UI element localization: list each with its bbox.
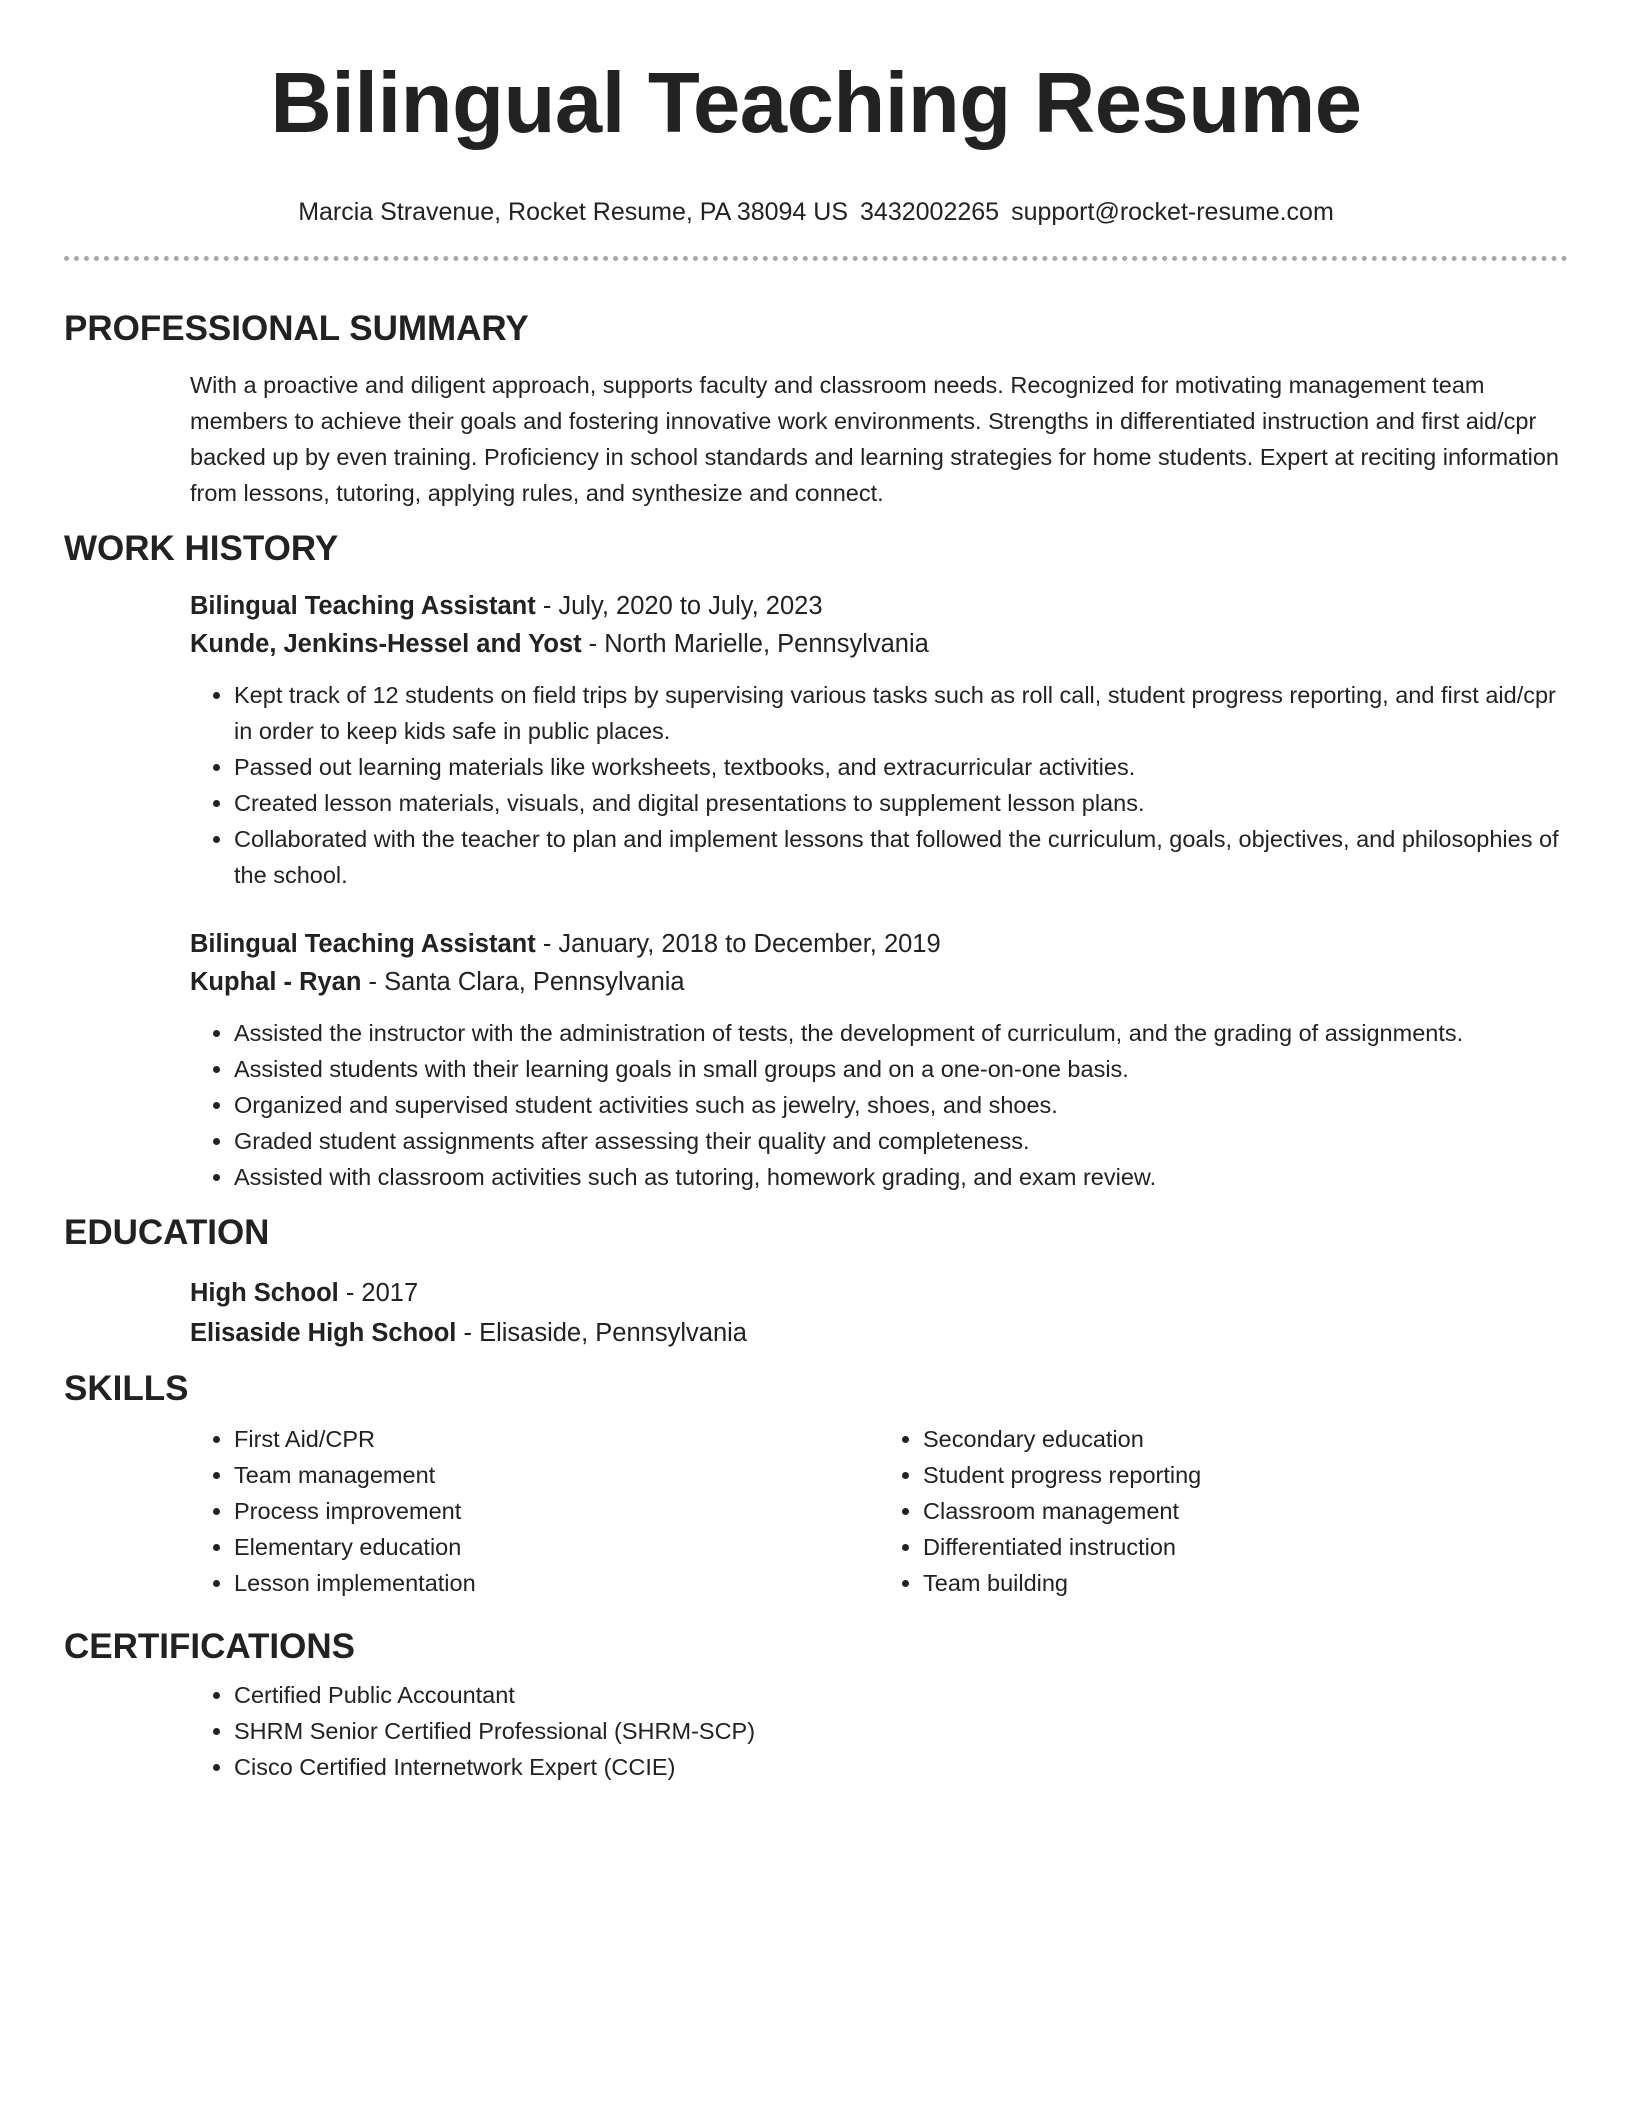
- list-item: • Created lesson materials, visuals, and digital presentations to supplement lesson plans.: [234, 785, 1568, 821]
- job-location: - North Marielle, Pennsylvania: [581, 630, 929, 658]
- section-heading-certifications: CERTIFICATIONS: [64, 1627, 356, 1666]
- education-body: [190, 1273, 1568, 1353]
- list-item: • Team building: [923, 1565, 1568, 1601]
- education-school: Elisaside High School: [190, 1319, 457, 1347]
- skills-grid: [190, 1421, 1568, 1601]
- certifications-body: [190, 1677, 1568, 1785]
- job-location: - Santa Clara, Pennsylvania: [361, 968, 685, 996]
- job-company: Kuphal - Ryan: [190, 968, 362, 996]
- list-item: • Organized and supervised student activities such as jewelry, shoes, and shoes.: [234, 1087, 1568, 1123]
- list-item: • Student progress reporting: [923, 1457, 1568, 1493]
- list-item: • Team management: [234, 1457, 879, 1493]
- contact-email: support@rocket-resume.com: [1011, 198, 1334, 226]
- education-section: [64, 1211, 1568, 1353]
- skills-section: [64, 1367, 1568, 1601]
- job-heading: [190, 587, 1568, 663]
- job-company: Kunde, Jenkins-Hessel and Yost: [190, 630, 582, 658]
- list-item: • Certified Public Accountant: [234, 1677, 1568, 1713]
- job-title: Bilingual Teaching Assistant: [190, 592, 536, 620]
- section-heading-summary: PROFESSIONAL SUMMARY: [64, 309, 529, 348]
- list-item: • Assisted the instructor with the administration of tests, the development of curriculum, and the grading of assignments.: [234, 1015, 1568, 1051]
- list-item: • Process improvement: [234, 1493, 879, 1529]
- list-item: • Elementary education: [234, 1529, 879, 1565]
- education-year: - 2017: [338, 1279, 419, 1307]
- work-history-section: [64, 527, 1568, 1195]
- list-item: • Secondary education: [923, 1421, 1568, 1457]
- list-item: • SHRM Senior Certified Professional (SHRM-SCP): [234, 1713, 1568, 1749]
- job-title: Bilingual Teaching Assistant: [190, 930, 536, 958]
- list-item: • Assisted students with their learning goals in small groups and on a one-on-one basis.: [234, 1051, 1568, 1087]
- education-degree: High School: [190, 1279, 339, 1307]
- job-dates: - January, 2018 to December, 2019: [535, 930, 941, 958]
- section-heading-skills: SKILLS: [64, 1369, 189, 1408]
- list-item: • Passed out learning materials like worksheets, textbooks, and extracurricular activities.: [234, 749, 1568, 785]
- job-entry: [190, 925, 1568, 1195]
- section-heading-education: EDUCATION: [64, 1213, 270, 1252]
- list-item: • Collaborated with the teacher to plan and implement lessons that followed the curriculum, goals, objectives, and philosophies of the school.: [234, 821, 1568, 893]
- professional-summary-section: [64, 307, 1568, 511]
- work-history-body: [190, 587, 1568, 1195]
- education-location: - Elisaside, Pennsylvania: [456, 1319, 747, 1347]
- list-item: • Lesson implementation: [234, 1565, 879, 1601]
- contact-line: [64, 196, 1568, 228]
- list-item: • Assisted with classroom activities such as tutoring, homework grading, and exam review.: [234, 1159, 1568, 1195]
- resume-title: Bilingual Teaching Resume: [270, 56, 1362, 151]
- skills-list-left: [190, 1421, 879, 1601]
- list-item: • First Aid/CPR: [234, 1421, 879, 1457]
- job-heading: [190, 925, 1568, 1001]
- skills-list-right: [879, 1421, 1568, 1601]
- resume-page: [64, 0, 1568, 1785]
- list-item: • Kept track of 12 students on field trips by supervising various tasks such as roll call, student progress reporting, and first aid/cpr in order to keep kids safe in public places.: [234, 677, 1568, 749]
- job-bullets: [190, 1015, 1568, 1195]
- job-bullets: [190, 677, 1568, 893]
- certifications-section: [64, 1625, 1568, 1785]
- summary-text: With a proactive and diligent approach, supports faculty and classroom needs. Recognized for motivating management team members to achieve their goals and fostering innovative work environments. Strengths in differentiated instruction and first aid/cpr backed up by even training. Proficiency in school standards and learning strategies for home students. Expert at reciting information from lessons, tutoring, applying rules, and synthesize and connect.: [190, 372, 1559, 506]
- job-entry: [190, 587, 1568, 893]
- list-item: • Cisco Certified Internetwork Expert (CCIE): [234, 1749, 1568, 1785]
- contact-address: Marcia Stravenue, Rocket Resume, PA 38094 US: [298, 198, 849, 226]
- certifications-list: [190, 1677, 1568, 1785]
- list-item: • Differentiated instruction: [923, 1529, 1568, 1565]
- header-divider: [64, 256, 1568, 261]
- contact-phone: 3432002265: [860, 198, 1000, 226]
- list-item: • Graded student assignments after assessing their quality and completeness.: [234, 1123, 1568, 1159]
- section-heading-work: WORK HISTORY: [64, 529, 339, 568]
- list-item: • Classroom management: [923, 1493, 1568, 1529]
- job-dates: - July, 2020 to July, 2023: [535, 592, 823, 620]
